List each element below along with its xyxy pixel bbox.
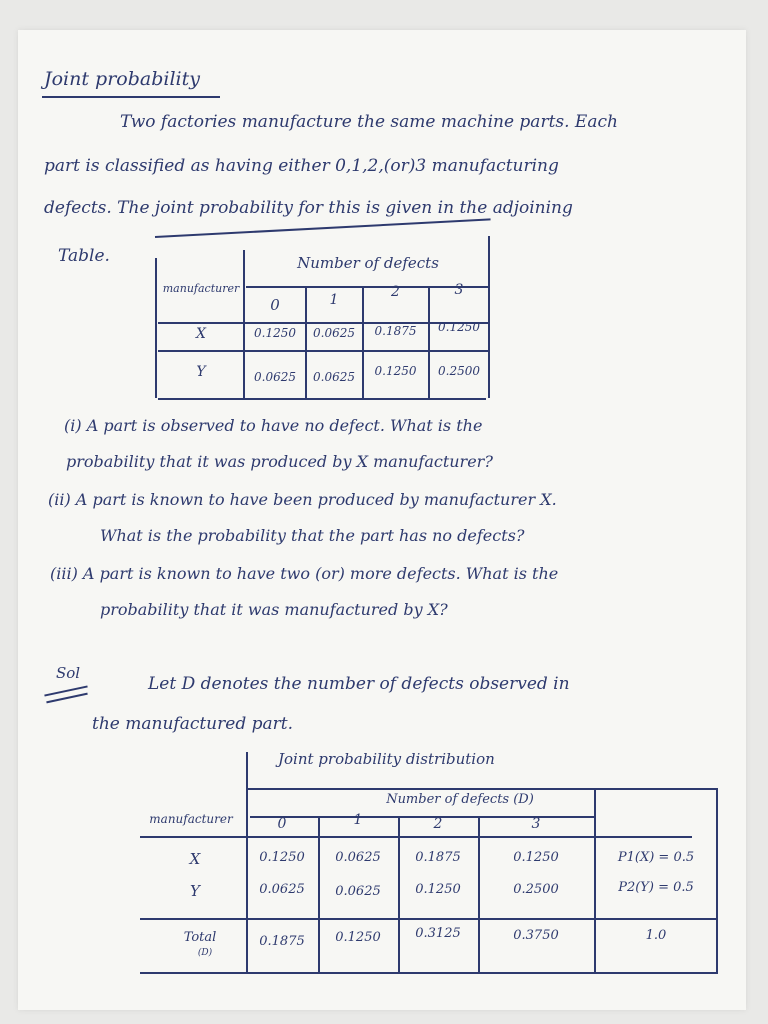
table-2-row-label-x: X: [189, 850, 201, 868]
question-2-line-2: What is the probability that the part has no defects?: [100, 526, 525, 545]
intro-line-4: Table.: [58, 246, 110, 266]
intro-line-1: Two factories manufacture the same machine parts. Each: [120, 112, 618, 132]
table-1-border-right: [488, 236, 490, 398]
question-1-line-1: (i) A part is observed to have no defect. What is the: [64, 416, 483, 435]
table-2-header-line: [140, 836, 692, 838]
table-2-col-0: 0: [277, 816, 287, 832]
table-1-cell: 0.1250: [254, 326, 296, 340]
table-2-col-divider-4: [594, 790, 596, 972]
table-2-total-cell: 0.3750: [513, 928, 559, 943]
table-1-col-divider-3: [428, 288, 430, 398]
table-2-total-cell: 0.3125: [415, 926, 461, 941]
table-1-col-divider-label: [243, 250, 245, 398]
table-2-corner: manufacturer: [149, 812, 233, 826]
table-2-cell: 0.1875: [415, 850, 461, 865]
table-2-total-sublabel: (D): [197, 948, 213, 958]
solution-line-2: the manufactured part.: [92, 714, 293, 734]
table-2-total-cell: 0.1250: [335, 930, 381, 945]
question-3-line-1: (iii) A part is known to have two (or) more defects. What is the: [50, 564, 559, 583]
table-2-cell: 0.0625: [335, 850, 381, 865]
table-1-col-0: 0: [270, 296, 280, 314]
question-3-line-2: probability that it was manufactured by X?: [100, 600, 448, 619]
table-1-group-header: Number of defects: [297, 254, 439, 272]
table-1-cell: 0.2500: [438, 364, 480, 378]
table-1-row-line: [158, 350, 490, 352]
table-2-border-top: [248, 788, 718, 790]
solution-line-1: Let D denotes the number of defects observed in: [148, 674, 570, 694]
question-1-line-2: probability that it was produced by X manufacturer?: [66, 452, 493, 471]
solution-label: Sol: [56, 664, 81, 682]
table-2-cell: 0.1250: [415, 882, 461, 897]
table-2-marginal-y: P2(Y) = 0.5: [618, 880, 694, 895]
table-2-col-1: 1: [353, 812, 363, 828]
heading-underline: [42, 96, 220, 98]
table-2-cell: 0.1250: [259, 850, 305, 865]
table-1-cell: 0.1250: [374, 364, 417, 378]
table-1-row-label-y: Y: [196, 364, 206, 380]
table-2-title: Joint probability distribution: [278, 750, 495, 768]
page-heading: Joint probability: [44, 68, 200, 90]
table-2-cell: 0.2500: [513, 882, 559, 897]
table-2-total-label: Total: [183, 930, 217, 945]
table-1-corner: manufacturer: [162, 282, 240, 295]
table-1-cell: 0.0625: [313, 370, 355, 384]
table-2-total-line: [140, 918, 716, 920]
intro-line-2: part is classified as having either 0,1,2,(or)3 manufacturing: [44, 156, 559, 176]
table-1-col-divider-2: [362, 288, 364, 398]
table-1-row-label-x: X: [196, 326, 206, 342]
table-2-row-label-y: Y: [190, 882, 200, 900]
table-1-cell: 0.0625: [254, 370, 296, 384]
table-2-col-3: 3: [531, 816, 541, 832]
intro-line-3: defects. The joint probability for this is given in the adjoining: [44, 198, 573, 218]
table-1-col-3: 3: [454, 282, 464, 298]
table-2-col-2: 2: [433, 816, 443, 832]
table-1-cell: 0.0625: [313, 326, 355, 340]
table-2-cell: 0.0625: [259, 882, 305, 897]
table-1-col-1: 1: [329, 292, 339, 308]
table-2-border-right: [716, 788, 718, 974]
table-2-total-cell: 0.1875: [259, 934, 305, 949]
table-2-marginal-x: P1(X) = 0.5: [617, 850, 695, 865]
table-2-group-header: Number of defects (D): [386, 792, 534, 807]
table-1-border-left: [155, 258, 157, 398]
table-2-border-bottom: [140, 972, 716, 974]
table-1-cell: 0.1875: [374, 324, 417, 338]
table-1-border-bottom: [158, 398, 486, 400]
table-2-cell: 0.0625: [335, 884, 381, 899]
question-2-line-1: (ii) A part is known to have been produced by manufacturer X.: [48, 490, 557, 509]
table-1-cell: 0.1250: [438, 320, 480, 334]
table-2-total-sum: 1.0: [645, 928, 667, 943]
table-2-cell: 0.1250: [513, 850, 559, 865]
table-1-col-2: 2: [391, 284, 400, 300]
